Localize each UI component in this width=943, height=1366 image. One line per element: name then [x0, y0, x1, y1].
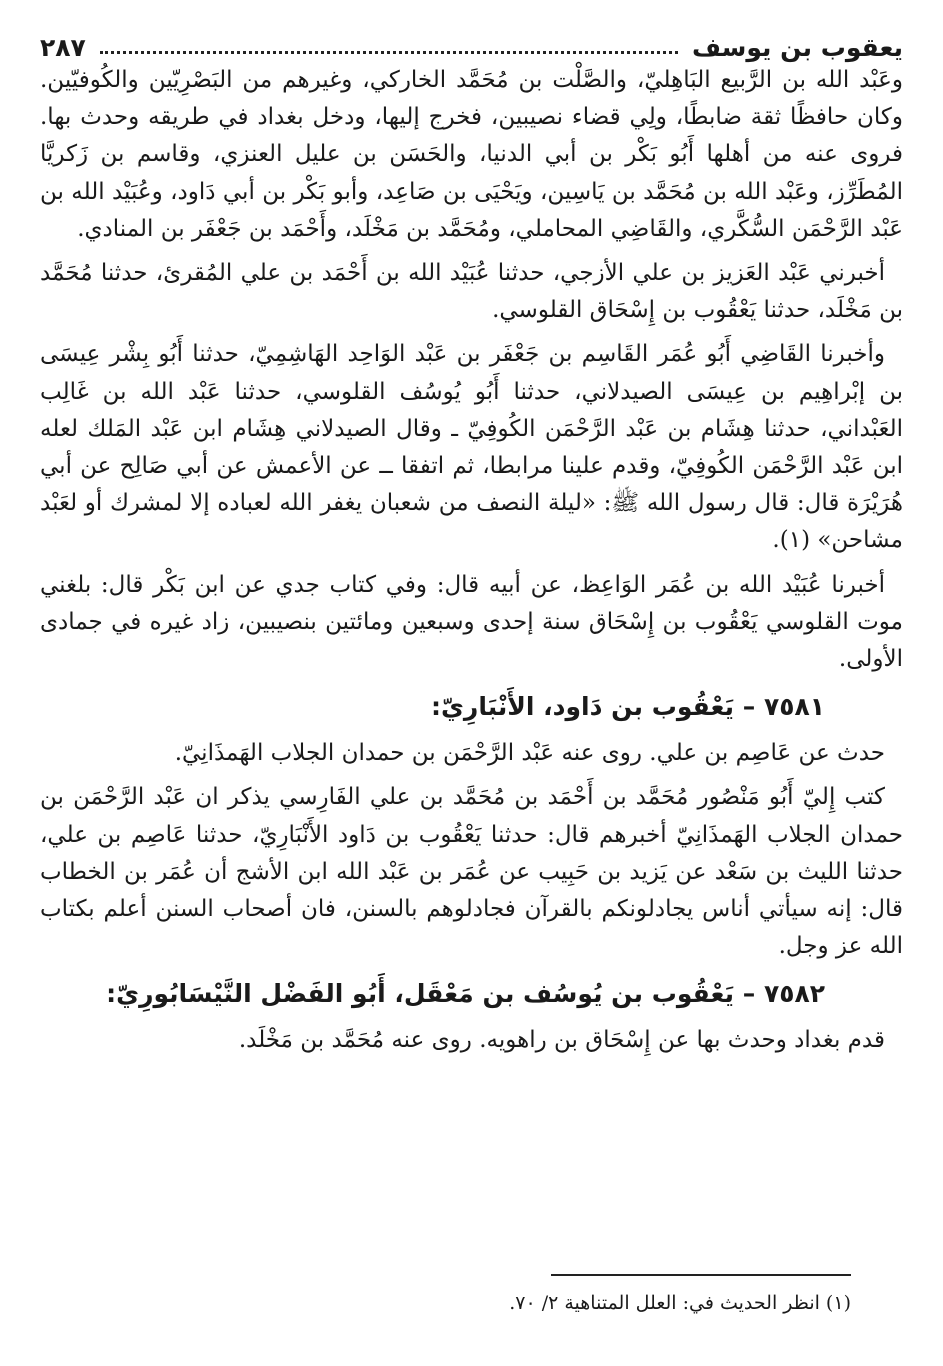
entry-7581-paragraph-2: كتب إِليّ أَبُو مَنْصُور مُحَمَّد بن أَحْمَد بن مُحَمَّد بن علي الفَارِسي يذكر ان عَبْد الرَّحْمَن بن حمدان الجلاب الهَمذَانِيّ أخبرهم قال: حدثنا يَعْقُوب بن دَاود الأَنْبَارِيّ، حدثنا عَاصِم بن علي، حدثنا الليث بن سَعْد عن يَزيد بن حَبِيب عن عُمَر بن عَبْد الله ابن الأشج أن عُمَر بن الخطاب قال: إنه سيأتي أناس يجادلونكم بالقرآن فجادلوهم بالسنن، فان أصحاب السنن أعلم بكتاب الله عز وجل. — [40, 784, 903, 960]
paragraph-death-note: أخبرنا عُبَيْد الله بن عُمَر الوَاعِظ، عن أبيه قال: وفي كتاب جدي عن ابن بَكْر قال: بلغني موت القلوسي يَعْقُوب بن إِسْحَاق سنة إحدى وسبعين ومائتين بنصيبين، زاد غيره في جمادى الأولى. — [40, 571, 903, 673]
footnote-divider — [551, 1274, 851, 1276]
paragraph-isnad-2: وأخبرنا القَاضِي أَبُو عُمَر القَاسِم بن جَعْفَر بن عَبْد الوَاحِد الهَاشِمِيّ، حدثنا أَبُو بِشْر عِيسَى بن إبْراهِيم بن عِيسَى الصيدلاني، حدثنا أَبُو يُوسُف القلوسي، حدثنا عَبْد الله بن غَالِب العَبْداني، حدثنا هِشَام بن عَبْد الرَّحْمَن الكُوفِيّ ـ وقال الصيدلاني هِشَام ابن عَبْد المَلك لعله ابن عَبْد الرَّحْمَن الكُوفِيّ، وقدم علينا مرابطا، ثم اتفقا ــ عن الأعمش عن أبي صَالِح عن أبي هُرَيْرَة قال: قال رسول الله ﷺ: «ليلة النصف من شعبان يغفر الله لعباده إلا لمشرك أو لعَبْد مشاحن» (١). — [40, 341, 903, 554]
paragraph-continuation: وعَبْد الله بن الرَّبيع البَاهِليّ، والصَّلْت بن مُحَمَّد الخاركي، وغيرهم من البَصْرِيّين والكُوفيّين. وكان حافظًا ثقة ضابطًا، ولِي قضاء نصيبين، فخرج إليها، ودخل بغداد في طريقه وحدث بها. فروى عنه من أهلها أَبُو بَكْر بن أبي الدنيا، والحَسَن بن عليل العنزي، وقاسم بن زَكريَّا المُطَرِّز، وعَبْد الله بن مُحَمَّد بن يَاسِين، ويَحْيَى بن صَاعِد، وأبو بَكْر بن أبي دَاود، وعُبَيْد الله بن عَبْد الرَّحْمَن السُّكَّري، والقَاضِي المحاملي، ومُحَمَّد بن مَخْلَد، وأَحْمَد بن جَعْفَر بن المنادي. — [40, 67, 903, 242]
main-text — [40, 62, 903, 1067]
entry-heading-7582: ٧٥٨٢ – يَعْقُوب بن يُوسُف بن مَعْقَل، أَبُو الفَضْل النَّيْسَابُورِيّ: — [106, 979, 825, 1009]
entry-7581-paragraph-1: حدث عن عَاصِم بن علي. روى عنه عَبْد الرَّحْمَن بن حمدان الجلاب الهَمذَانِيّ. — [174, 740, 885, 767]
entry-7582-paragraph-1: قدم بغداد وحدث بها عن إِسْحَاق بن راهويه. روى عنه مُحَمَّد بن مَخْلَد. — [238, 1027, 885, 1054]
running-header — [40, 22, 903, 62]
paragraph-isnad-1: أخبرني عَبْد العَزيز بن علي الأزجي، حدثنا عُبَيْد الله بن أَحْمَد بن علي المُقرئ، حدثنا مُحَمَّد بن مَخْلَد، حدثنا يَعْقُوب بن إِسْحَاق القلوسي. — [40, 260, 903, 324]
running-title: يعقوب بن يوسف — [692, 33, 903, 62]
page-number: ٢٨٧ — [40, 33, 86, 62]
footnote: (١) انظر الحديث في: العلل المتناهية ٢/ ٧٠. — [509, 1292, 851, 1314]
entry-heading-7581: ٧٥٨١ – يَعْقُوب بن دَاود، الأَنْبَارِيّ: — [431, 692, 825, 722]
leader-dots — [100, 51, 678, 54]
